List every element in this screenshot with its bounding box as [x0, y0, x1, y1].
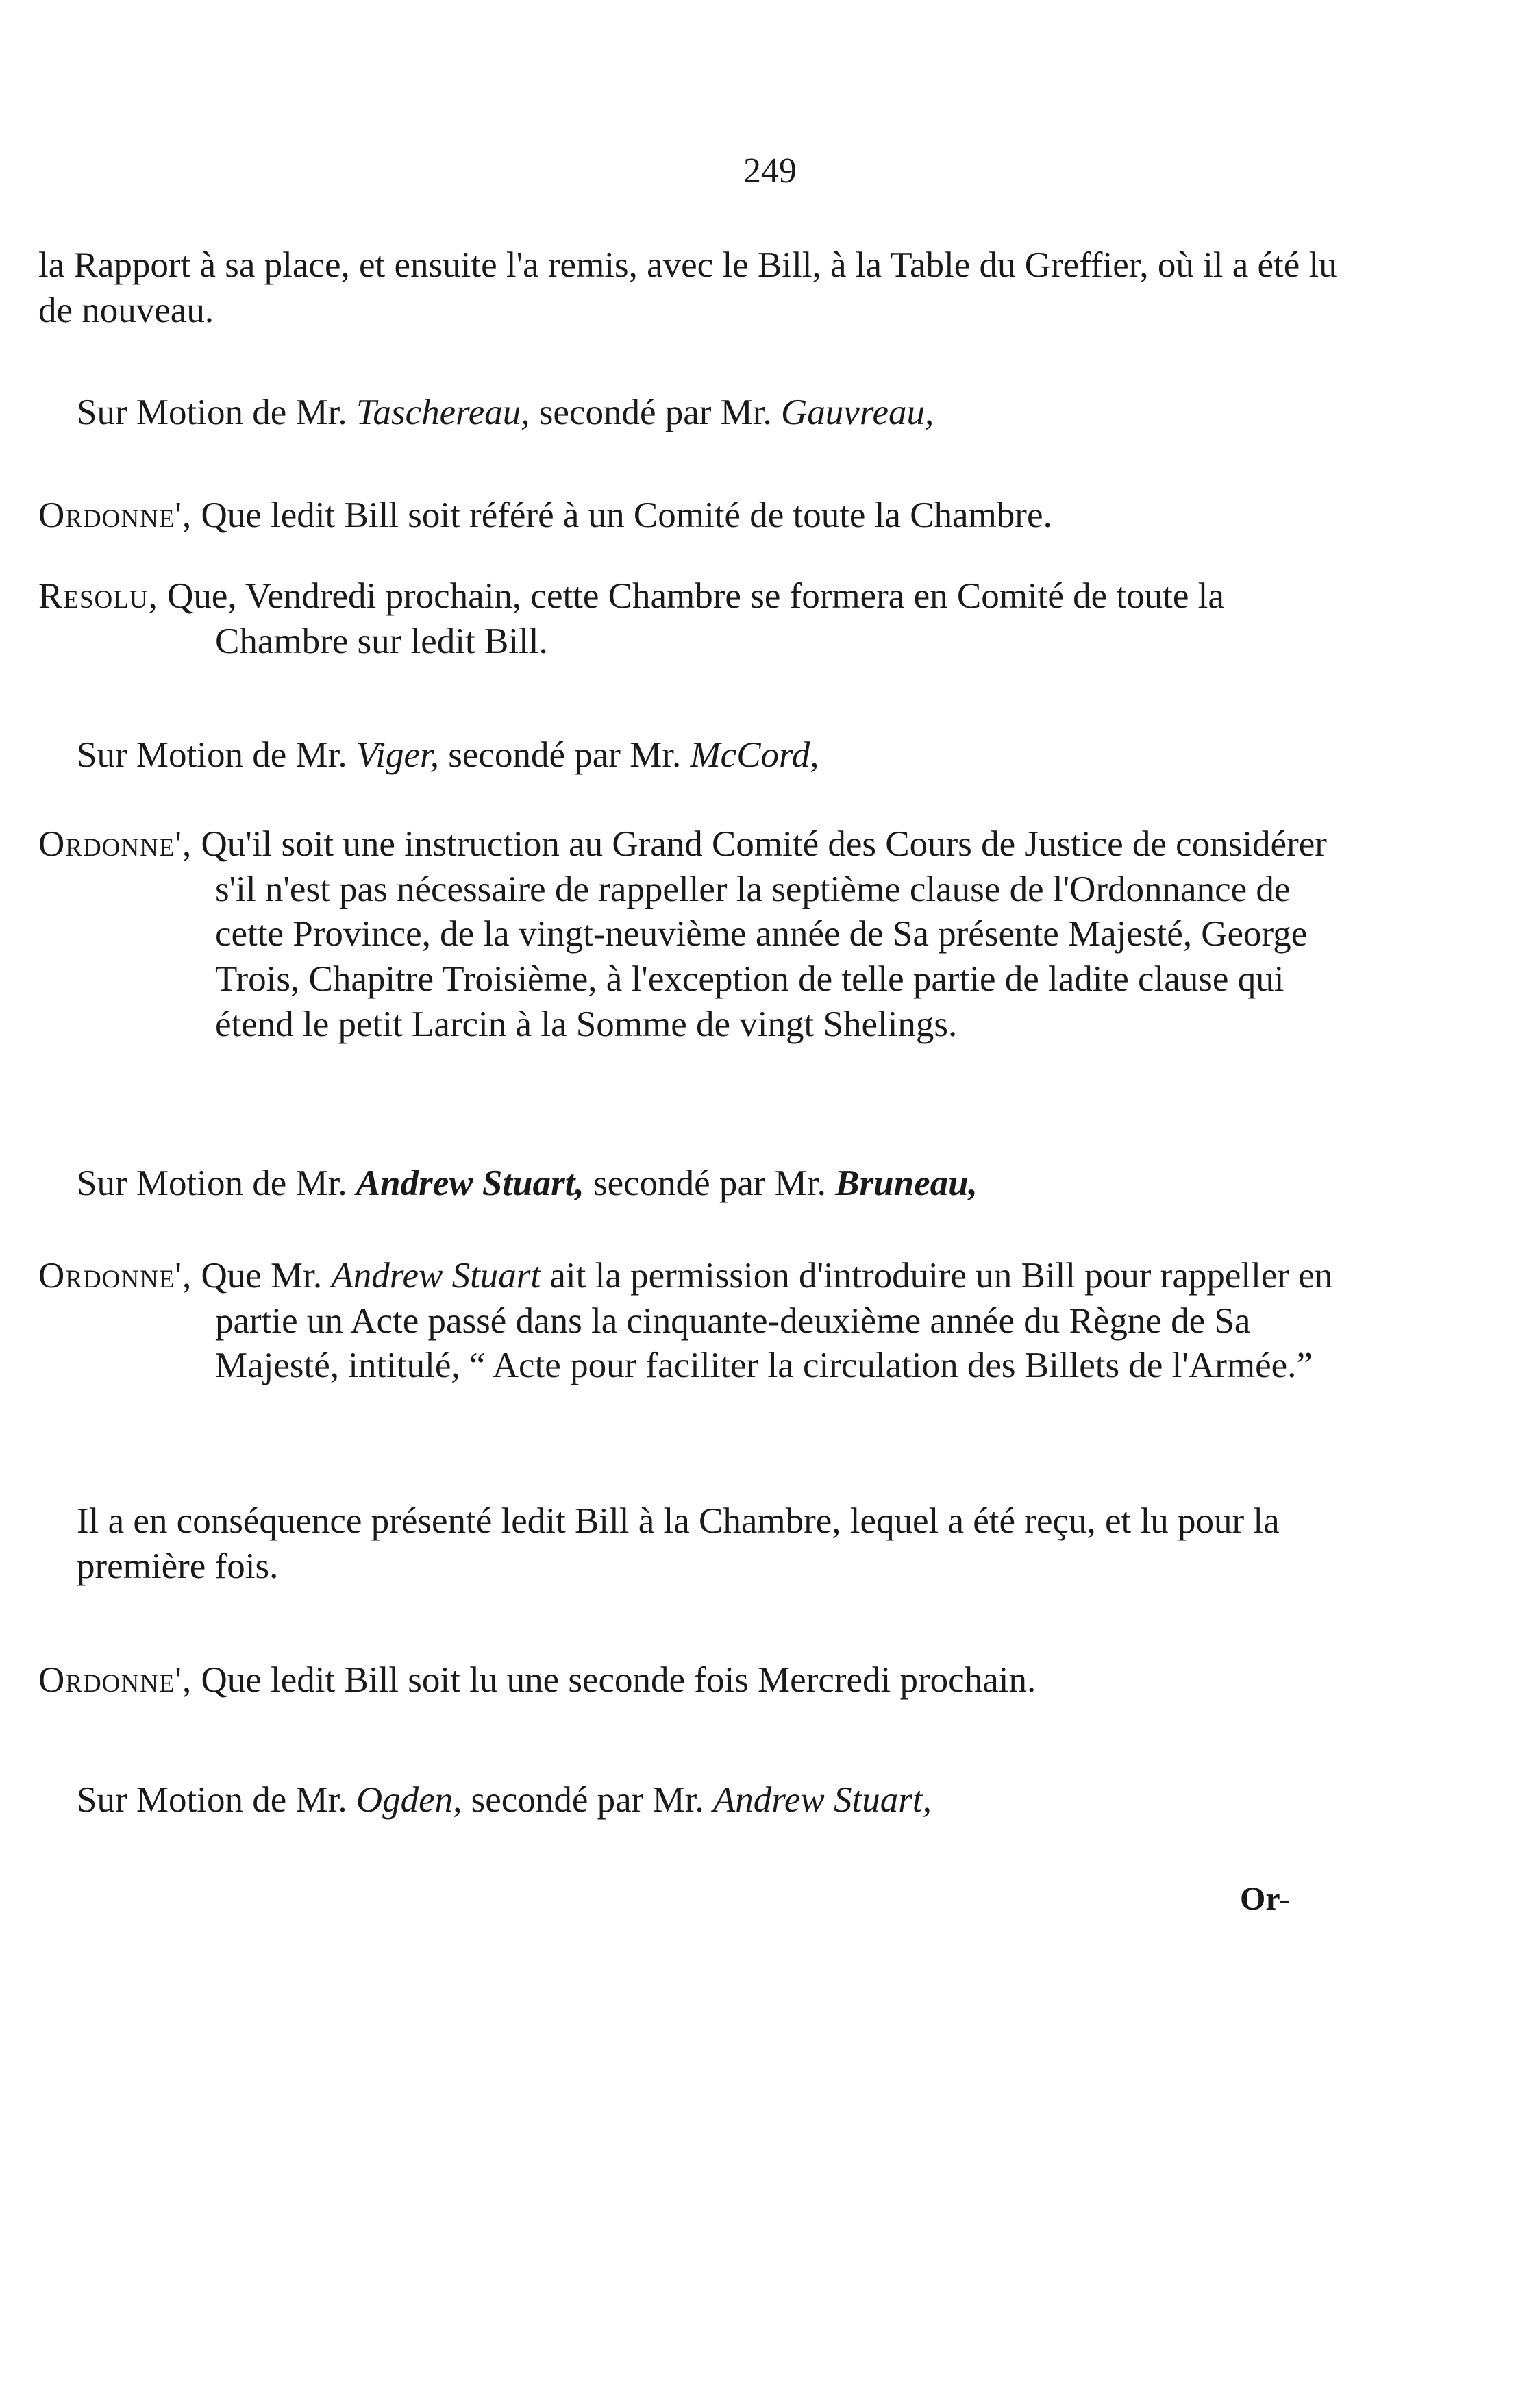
- order-text: Que ledit Bill soit référé à un Comité de toute la Chambre.: [192, 495, 1052, 535]
- mover-name: Andrew Stuart,: [356, 1163, 584, 1203]
- motion-viger: [77, 733, 1378, 778]
- report-paragraph: [38, 243, 1340, 333]
- bill-presented-text: Il a en conséquence présenté ledit Bill à la Chambre, lequel a été reçu, et lu pour la première fois.: [77, 1501, 1280, 1586]
- motion-prefix: Sur Motion de Mr.: [77, 1780, 356, 1820]
- seconder-prefix: secondé par Mr.: [530, 393, 782, 432]
- seconder-name: Gauvreau,: [781, 393, 934, 432]
- member-name: Andrew Stuart: [331, 1256, 541, 1296]
- order-label: Ordonne',: [38, 495, 192, 535]
- resolution: [38, 574, 1340, 664]
- seconder-name: McCord,: [690, 735, 819, 775]
- resolution-label: Resolu,: [38, 576, 158, 616]
- order-pre: Que Mr.: [192, 1256, 332, 1296]
- motion-prefix: Sur Motion de Mr.: [77, 735, 356, 775]
- motion-taschereau: [77, 391, 1378, 436]
- resolution-text: Que, Vendredi prochain, cette Chambre se formera en Comité de toute la Chambre sur ledit Bill.: [158, 576, 1224, 661]
- motion-ogden: [77, 1778, 1378, 1823]
- motion-prefix: Sur Motion de Mr.: [77, 1163, 356, 1203]
- order-referral: [38, 493, 1340, 539]
- mover-name: Viger,: [356, 735, 440, 775]
- order-instruction: [38, 822, 1340, 1048]
- seconder-name: Bruneau,: [835, 1163, 978, 1203]
- order-permission: [38, 1254, 1340, 1389]
- motion-prefix: Sur Motion de Mr.: [77, 393, 356, 432]
- catchword: Or-: [1240, 1881, 1290, 1917]
- bill-presented: [77, 1499, 1344, 1589]
- seconder-name: Andrew Stuart,: [712, 1780, 932, 1820]
- order-label: Ordonne',: [38, 824, 192, 864]
- order-label: Ordonne',: [38, 1256, 192, 1296]
- page-number: 249: [743, 151, 797, 190]
- mover-name: Taschereau,: [356, 393, 530, 432]
- order-text: Qu'il soit une instruction au Grand Comité des Cours de Justice de considérer s'il n'est pas nécessaire de rappeller la septième clause de l'Ordonnance de cette Province, de la vingt-neuvième année de Sa présente Majesté, George Trois, Chapitre Troisième, à l'exception de telle partie de ladite clause qui étend le petit Larcin à la Somme de vingt Shelings.: [192, 824, 1327, 1044]
- motion-stuart: [77, 1161, 1378, 1207]
- order-label: Ordonne',: [38, 1660, 192, 1700]
- report-text: la Rapport à sa place, et ensuite l'a remis, avec le Bill, à la Table du Greffier, où il a été lu de nouveau.: [38, 245, 1337, 330]
- seconder-prefix: secondé par Mr.: [462, 1780, 713, 1820]
- mover-name: Ogden,: [356, 1780, 462, 1820]
- seconder-prefix: secondé par Mr.: [439, 735, 691, 775]
- order-text: Que ledit Bill soit lu une seconde fois Mercredi prochain.: [192, 1660, 1036, 1700]
- order-second-reading: [38, 1658, 1340, 1703]
- order-text: ait la permission d'introduire un Bill pour rappeller en partie un Acte passé dans la cinquante-deuxième année du Règne de Sa Majesté, intitulé, “ Acte pour faciliter la circulation des Billets de l'Armée.”: [215, 1256, 1333, 1386]
- seconder-prefix: secondé par Mr.: [584, 1163, 836, 1203]
